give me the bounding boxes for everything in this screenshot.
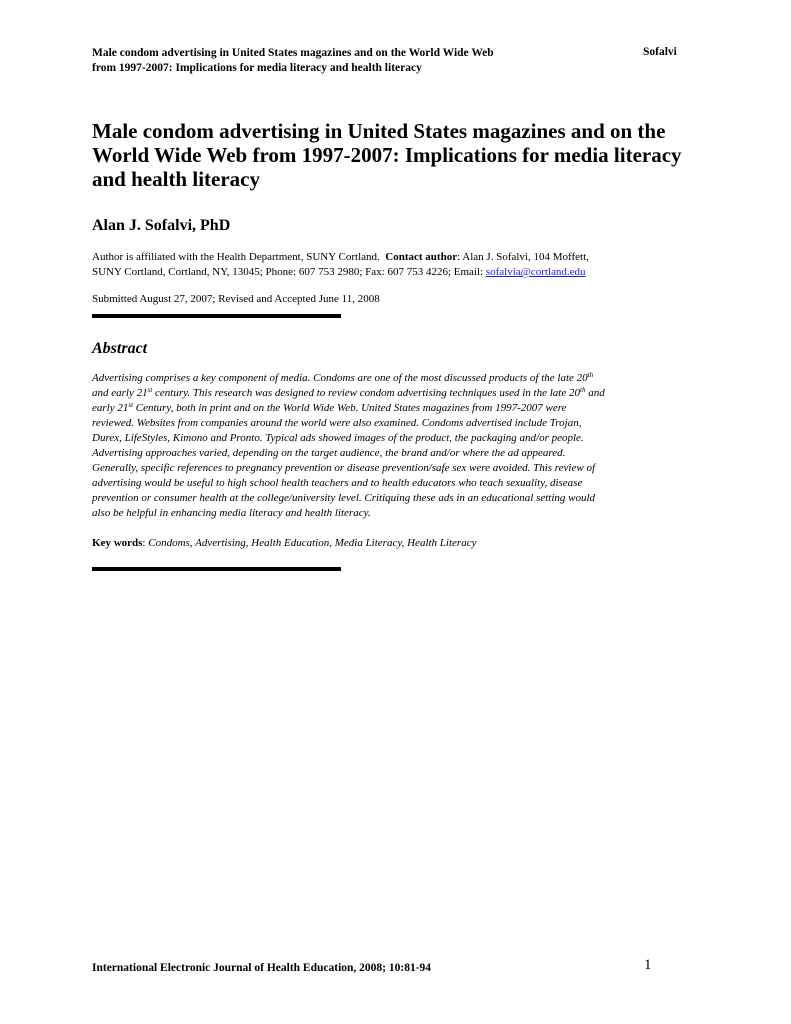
email-link[interactable]: sofalvia@cortland.edu [485,266,586,278]
abstract-line: prevention or consumer health at the college/university level. Critiquing these ads in an educational setting would [92,492,596,504]
section-divider-bottom [92,567,341,571]
article-title: Male condom advertising in United States magazines and on the World Wide Web from 1997-2007: Implications for media literacy and health literacy [92,119,682,191]
abstract-body [92,371,707,521]
abstract-line: and early 21st century. This research was designed to review condom advertising techniques used in the late 20th and [92,386,605,399]
running-header-line-1: Male condom advertising in United States magazines and on the World Wide Web [92,47,494,59]
keywords-label: Key words [92,537,143,549]
page-number: 1 [644,957,652,973]
abstract-line: advertising would be useful to high school health teachers and to health educators who teach sexuality, disease [92,477,583,489]
journal-footer: International Electronic Journal of Health Education, 2008; 10:81-94 [92,962,432,974]
running-header-line-2: from 1997-2007: Implications for media literacy and health literacy [92,62,422,74]
abstract-line: reviewed. Websites from companies around the world were also examined. Condoms advertised include Trojan, [92,417,582,429]
keywords: Key words: Condoms, Advertising, Health Education, Media Literacy, Health Literacy [92,537,477,549]
author-affiliation [92,250,712,280]
abstract-line: Advertising approaches varied, depending on the target audience, the brand and/or where the ad appeared. [92,447,566,459]
keywords-values: Condoms, Advertising, Health Education, Media Literacy, Health Literacy [148,537,477,549]
contact-author-address: SUNY Cortland, Cortland, NY, 13045; Phone: 607 753 2980; Fax: 607 753 4226; Email: [92,266,486,278]
abstract-line: Advertising comprises a key component of media. Condoms are one of the most discussed products of the late 20th [92,371,594,384]
abstract-line: Durex, LifeStyles, Kimono and Pronto. Typical ads showed images of the product, the packaging and/or people. [92,432,584,444]
abstract-line: also be helpful in enhancing media literacy and health literacy. [92,507,371,519]
article-author: Alan J. Sofalvi, PhD [92,217,231,234]
abstract-line: early 21st Century, both in print and on the World Wide Web. United States magazines from 1997-2007 were [92,401,567,414]
running-header-author: Sofalvi [643,46,677,58]
abstract-line: Generally, specific references to pregnancy prevention or disease prevention/safe sex were avoided. This review of [92,462,596,474]
abstract-heading: Abstract [92,340,148,357]
running-header-title [92,46,702,76]
submission-dates: Submitted August 27, 2007; Revised and Accepted June 11, 2008 [92,293,380,305]
affiliation-intro: Author is affiliated with the Health Department, SUNY Cortland. [92,251,380,263]
contact-author-details: : Alan J. Sofalvi, 104 Moffett, [457,251,589,263]
contact-author-label: Contact author [385,251,458,263]
section-divider-top [92,314,341,318]
